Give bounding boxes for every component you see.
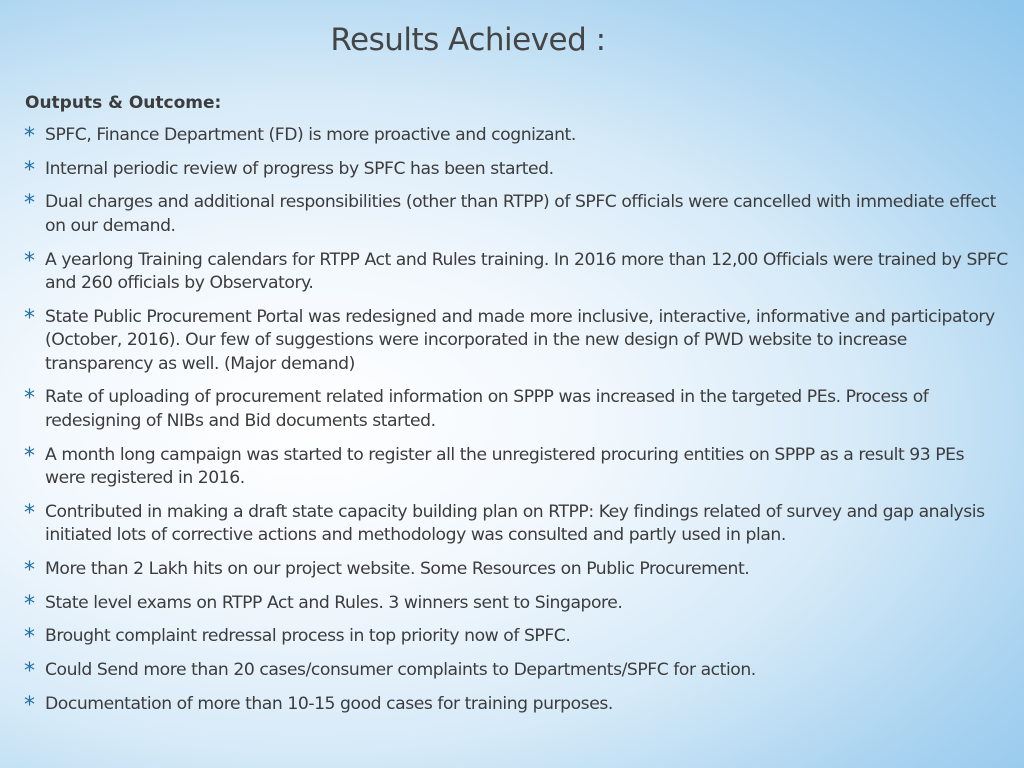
- bullet-item: [24, 191, 1009, 238]
- bullet-item: [24, 158, 1009, 182]
- bullet-star-icon: *: [24, 591, 35, 617]
- bullet-text: Could Send more than 20 cases/consumer complaints to Departments/SPFC for action.: [45, 660, 756, 681]
- bullet-text: A month long campaign was started to register all the unregistered procuring entities on SPPP as a result 93 PEs were registered in 2016.: [45, 444, 965, 489]
- bullet-text: Rate of uploading of procurement related information on SPPP was increased in the targeted PEs. Process of redesigning of NIBs and Bid documents started.: [45, 387, 929, 431]
- bullet-star-icon: *: [24, 659, 35, 685]
- bullet-star-icon: *: [24, 500, 35, 526]
- bullet-item: [24, 124, 1009, 148]
- bullet-item: [24, 501, 1009, 548]
- bullet-item: [24, 693, 1009, 717]
- bullet-star-icon: *: [24, 305, 35, 331]
- bullet-item: [24, 306, 1009, 377]
- bullet-text: A yearlong Training calendars for RTPP Act and Rules training. In 2016 more than 12,00 Officials were trained by SPFC and 260 officials by Observatory.: [45, 249, 1008, 294]
- bullet-text: SPFC, Finance Department (FD) is more proactive and cognizant.: [45, 125, 576, 145]
- bullet-text: State Public Procurement Portal was redesigned and made more inclusive, interactive, informative and participatory (October, 2016). Our few of suggestions were incorporated in the new design of PWD website to increase transparency as well. (Major demand): [45, 306, 995, 374]
- bullet-item: [24, 386, 1009, 433]
- section-subheading: Outputs & Outcome:: [25, 93, 222, 113]
- bullet-star-icon: *: [24, 386, 35, 412]
- slide-title: Results Achieved :: [330, 22, 606, 58]
- bullet-star-icon: *: [24, 558, 35, 583]
- bullet-item: [24, 558, 1009, 582]
- bullet-star-icon: *: [24, 157, 35, 183]
- bullet-item: [24, 444, 1009, 491]
- bullet-star-icon: *: [24, 191, 35, 217]
- bullet-item: [24, 659, 1009, 683]
- bullet-star-icon: *: [24, 692, 35, 718]
- bullet-text: Contributed in making a draft state capacity building plan on RTPP: Key findings related of survey and gap analysis initiated lots of corrective actions and methodology was consulted and partly used in plan.: [45, 501, 985, 546]
- bullet-star-icon: *: [24, 124, 35, 149]
- bullet-item: [24, 249, 1009, 296]
- bullet-star-icon: *: [24, 443, 35, 469]
- bullet-text: Brought complaint redressal process in top priority now of SPFC.: [45, 626, 571, 647]
- bullet-star-icon: *: [24, 625, 35, 651]
- bullet-list: [24, 124, 1009, 726]
- bullet-item: [24, 625, 1009, 649]
- bullet-text: Internal periodic review of progress by SPFC has been started.: [45, 158, 554, 179]
- bullet-item: [24, 592, 1009, 616]
- bullet-text: More than 2 Lakh hits on our project website. Some Resources on Public Procurement.: [45, 559, 750, 579]
- bullet-text: Dual charges and additional responsibilities (other than RTPP) of SPFC officials were cancelled with immediate effect on our demand.: [45, 192, 996, 236]
- bullet-star-icon: *: [24, 248, 35, 274]
- bullet-text: State level exams on RTPP Act and Rules. 3 winners sent to Singapore.: [45, 592, 623, 613]
- bullet-text: Documentation of more than 10-15 good cases for training purposes.: [45, 693, 613, 714]
